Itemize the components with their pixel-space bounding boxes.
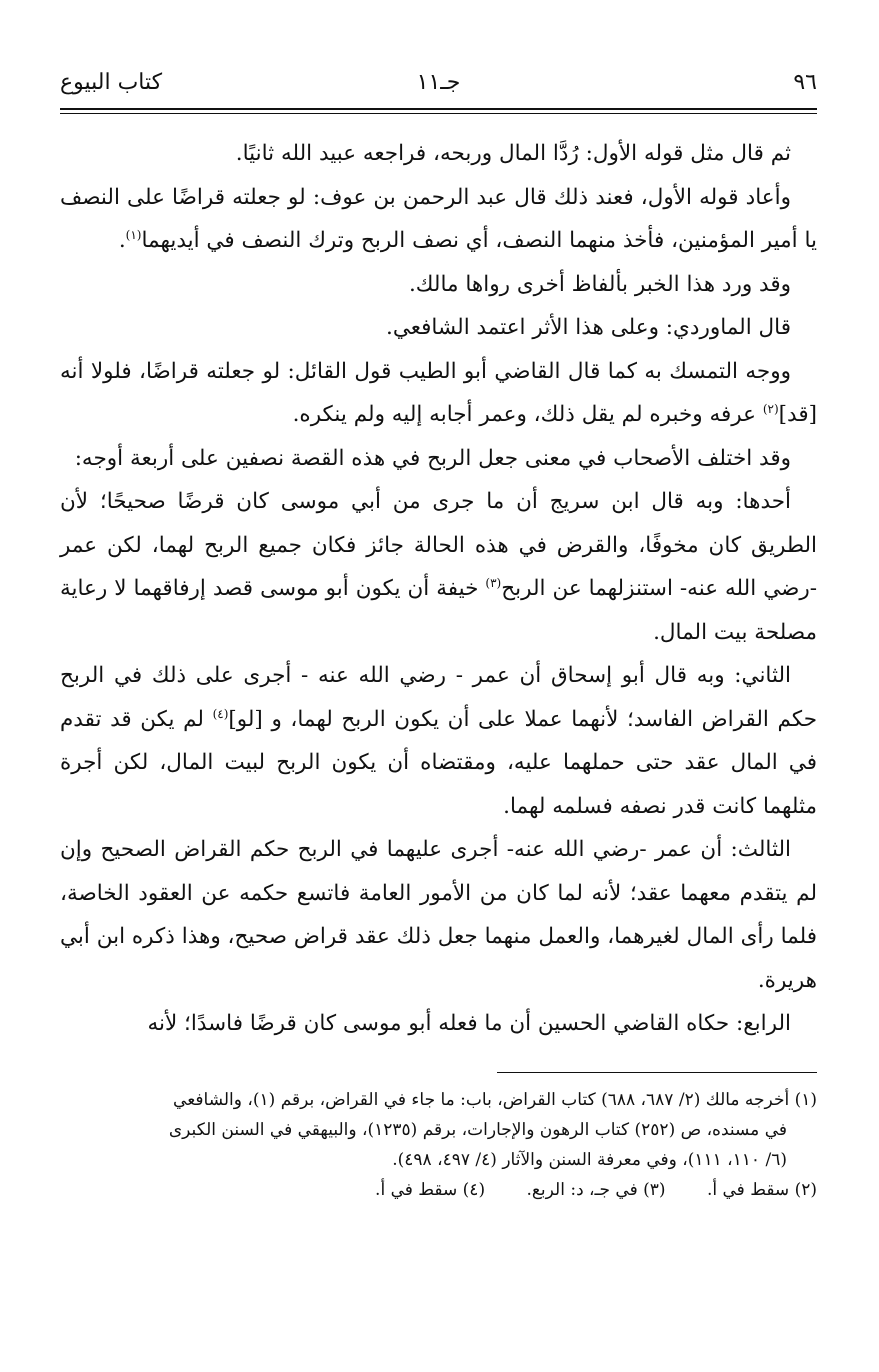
footnote-3: (٣) في جـ، د: الربع. bbox=[526, 1179, 666, 1200]
footnotes bbox=[60, 1085, 817, 1205]
document-page bbox=[60, 70, 817, 1205]
paragraph: الرابع: حكاه القاضي الحسين أن ما فعله أبو موسى كان قرضًا فاسدًا؛ لأنه bbox=[147, 1011, 791, 1036]
footnotes-row bbox=[60, 1175, 817, 1205]
paragraph: وقد ورد هذا الخبر بألفاظ أخرى رواها مالك. bbox=[408, 271, 791, 297]
paragraph: الثالث: أن عمر -رضي الله عنه- أجرى عليهما في الربح حكم القراض الصحيح وإن لم يتقدم معهما عقد؛ لأنه لما كان من الأمور العامة فاتسع حكمه عن العقود الخاصة، فلما رأى المال لغيرهما، والعمل منهما جعل ذلك عقد قراض صحيح، وهذا ذكره ابن أبي هريرة. bbox=[60, 837, 817, 993]
header-rule-thin bbox=[60, 113, 817, 114]
footnote-separator bbox=[497, 1072, 817, 1073]
running-header bbox=[60, 70, 817, 106]
footnote-1: (١) أخرجه مالك (٢/ ٦٨٧، ٦٨٨) كتاب القراض، باب: ما جاء في القراض، برقم (١)، والشافعي bbox=[173, 1089, 817, 1110]
body-text bbox=[60, 132, 817, 1046]
footnote-ref: (٢) bbox=[762, 401, 779, 416]
footnote-1-cont: (٦/ ١١٠، ١١١)، وفي معرفة السنن والآثار (٤/ ٤٩٧، ٤٩٨). bbox=[392, 1149, 787, 1170]
header-rule-thick bbox=[60, 108, 817, 110]
footnote-ref: (١) bbox=[125, 227, 142, 242]
paragraph: أحدها: وبه قال ابن سريج أن ما جرى من أبي موسى كان قرضًا صحيحًا؛ لأن الطريق كان مخوفًا، والقرض في هذه الحالة جائز فكان جميع الربح لهما، لكن عمر -رضي الله عنه- استنزلهما عن الربح$^{(٣)}$ خيفة أن يكون أبو موسى قصد إرفاقهما لا رعاية مصلحة بيت المال. bbox=[60, 489, 818, 645]
paragraph: ووجه التمسك به كما قال القاضي أبو الطيب قول القائل: لو جعلته قراضًا، فلولا أنه [قد]$^{(٢)}$ عرفه وخبره لم يقل ذلك، وعمر أجابه إليه ولم ينكره. bbox=[60, 358, 817, 427]
footnote-ref: (٣) bbox=[485, 575, 502, 590]
paragraph: وأعاد قوله الأول، فعند ذلك قال عبد الرحمن بن عوف: لو جعلته قراضًا على النصف يا أمير المؤمنين، فأخذ منهما النصف، أي نصف الربح وترك النصف في أيديهما$^{(١)}$. bbox=[60, 184, 817, 253]
paragraph: قال الماوردي: وعلى هذا الأثر اعتمد الشافعي. bbox=[386, 315, 791, 340]
paragraph: وقد اختلف الأصحاب في معنى جعل الربح في هذه القصة نصفين على أربعة أوجه: bbox=[74, 445, 791, 471]
book-title: كتاب البيوع bbox=[60, 70, 163, 95]
footnote-4: (٤) سقط في أ. bbox=[375, 1179, 486, 1200]
footnote-2: (٢) سقط في أ. bbox=[706, 1179, 817, 1200]
paragraph: الثاني: وبه قال أبو إسحاق أن عمر - رضي الله عنه - أجرى على ذلك في الربح حكم القراض الفاسد؛ لأنهما عملا على أن يكون الربح لهما، و [لو]$^{(٤)}$ لم يكن قد تقدم في المال عقد حتى حملهما عليه، ومقتضاه أن يكون الربح لبيت المال، لكن أجرة مثلهما كانت قدر نصفه فسلمه لهما. bbox=[60, 663, 817, 819]
footnote-ref: (٤) bbox=[212, 706, 229, 721]
volume-number: جـ١١ bbox=[416, 70, 461, 95]
paragraph: ثم قال مثل قوله الأول: رُدَّا المال وربحه، فراجعه عبيد الله ثانيًا. bbox=[235, 141, 791, 166]
page-number: ٩٦ bbox=[793, 70, 817, 95]
footnote-1-cont: في مسنده، ص (٢٥٢) كتاب الرهون والإجارات، برقم (١٢٣٥)، والبيهقي في السنن الكبرى bbox=[168, 1119, 787, 1140]
